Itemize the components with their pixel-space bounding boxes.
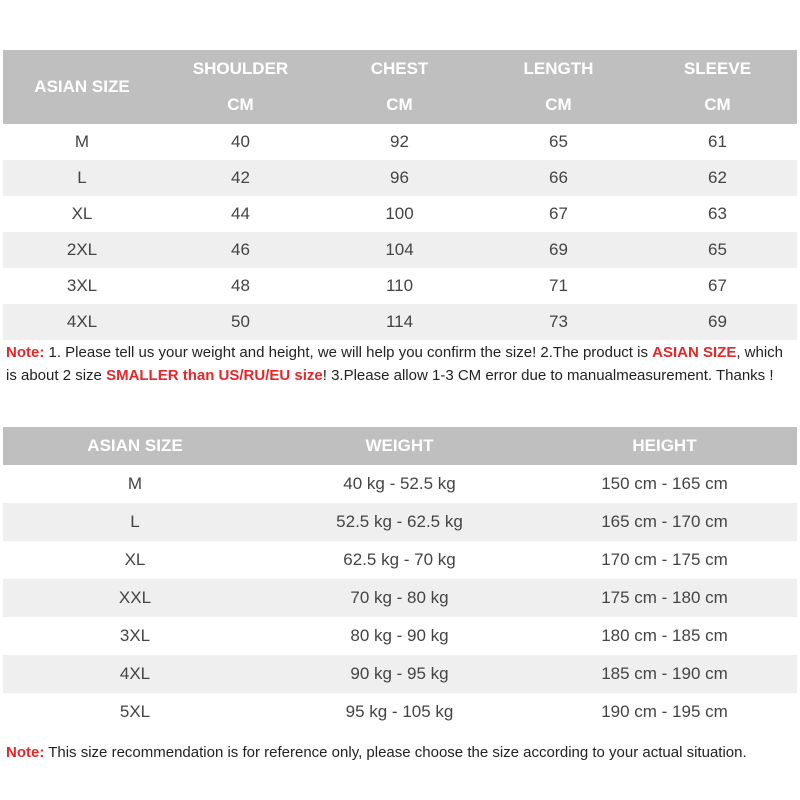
header-sleeve-label: SLEEVE bbox=[683, 59, 752, 78]
cell-chest: 96 bbox=[390, 168, 409, 187]
table-row bbox=[3, 541, 797, 579]
cell-sleeve: 67 bbox=[708, 276, 727, 295]
table-row bbox=[3, 268, 797, 304]
cell-size: 3XL bbox=[66, 276, 98, 295]
cell-size: XXL bbox=[118, 588, 152, 607]
cell-height: 170 cm - 175 cm bbox=[601, 550, 728, 569]
cell-length: 71 bbox=[549, 276, 568, 295]
header-weight: WEIGHT bbox=[365, 436, 434, 455]
cell-size: M bbox=[127, 474, 143, 493]
recommendation-note bbox=[6, 741, 796, 764]
header-chest-label: CHEST bbox=[370, 59, 429, 78]
table-row bbox=[3, 196, 797, 232]
cell-length: 73 bbox=[549, 312, 568, 331]
table-row bbox=[3, 693, 797, 731]
header-length-unit: CM bbox=[545, 95, 572, 114]
header-chest-unit: CM bbox=[386, 95, 413, 114]
cell-size: M bbox=[74, 132, 90, 151]
table-row bbox=[3, 579, 797, 617]
cell-weight: 62.5 kg - 70 kg bbox=[343, 550, 456, 569]
note-highlight-asian-size: ASIAN SIZE bbox=[652, 344, 737, 361]
header-sleeve bbox=[638, 50, 797, 124]
cell-chest: 100 bbox=[385, 204, 414, 223]
header-shoulder bbox=[161, 50, 320, 124]
table-row bbox=[3, 503, 797, 541]
header-length bbox=[479, 50, 638, 124]
table-row bbox=[3, 617, 797, 655]
cell-shoulder: 46 bbox=[231, 240, 250, 259]
cell-shoulder: 40 bbox=[231, 132, 250, 151]
cell-shoulder: 44 bbox=[231, 204, 250, 223]
cell-size: 3XL bbox=[119, 626, 151, 645]
table-row bbox=[3, 124, 797, 160]
cell-length: 65 bbox=[549, 132, 568, 151]
cell-length: 67 bbox=[549, 204, 568, 223]
cell-size: 5XL bbox=[119, 702, 151, 721]
note-label: Note: bbox=[6, 744, 45, 761]
header-height: HEIGHT bbox=[632, 436, 697, 455]
note-text: , which is about 2 size bbox=[6, 344, 784, 384]
note-text: This size recommendation is for reference only, please choose the size according to your actual situation. bbox=[44, 744, 747, 761]
note-highlight-smaller: SMALLER than US/RU/EU size bbox=[106, 367, 323, 384]
cell-length: 69 bbox=[549, 240, 568, 259]
size-note bbox=[6, 341, 796, 387]
cell-height: 175 cm - 180 cm bbox=[601, 588, 728, 607]
recommend-table-header bbox=[3, 427, 797, 465]
header-asian-size: ASIAN SIZE bbox=[34, 77, 130, 96]
header-asian-size: ASIAN SIZE bbox=[87, 436, 183, 455]
header-shoulder-label: SHOULDER bbox=[192, 59, 289, 78]
cell-size: L bbox=[77, 168, 87, 187]
size-table-header bbox=[3, 50, 797, 124]
cell-weight: 90 kg - 95 kg bbox=[350, 664, 449, 683]
cell-height: 165 cm - 170 cm bbox=[601, 512, 728, 531]
cell-weight: 70 kg - 80 kg bbox=[350, 588, 449, 607]
cell-chest: 104 bbox=[385, 240, 414, 259]
header-shoulder-unit: CM bbox=[227, 95, 254, 114]
cell-shoulder: 42 bbox=[231, 168, 250, 187]
cell-size: 2XL bbox=[66, 240, 98, 259]
table-row bbox=[3, 655, 797, 693]
cell-length: 66 bbox=[549, 168, 568, 187]
cell-height: 185 cm - 190 cm bbox=[601, 664, 728, 683]
cell-shoulder: 50 bbox=[231, 312, 250, 331]
cell-sleeve: 65 bbox=[708, 240, 727, 259]
note-text: ! 3.Please allow 1-3 CM error due to manualmeasurement. Thanks ! bbox=[322, 367, 774, 384]
header-sleeve-unit: CM bbox=[704, 95, 731, 114]
cell-sleeve: 69 bbox=[708, 312, 727, 331]
size-measurement-table bbox=[3, 50, 797, 340]
table-row bbox=[3, 232, 797, 268]
header-length-label: LENGTH bbox=[523, 59, 594, 78]
cell-height: 190 cm - 195 cm bbox=[601, 702, 728, 721]
note-text: 1. Please tell us your weight and height, we will help you confirm the size! 2.The product is bbox=[44, 344, 653, 361]
cell-weight: 52.5 kg - 62.5 kg bbox=[336, 512, 463, 531]
cell-size: 4XL bbox=[66, 312, 98, 331]
cell-size: 4XL bbox=[119, 664, 151, 683]
table-row bbox=[3, 304, 797, 340]
cell-sleeve: 61 bbox=[708, 132, 727, 151]
cell-chest: 110 bbox=[385, 276, 414, 295]
cell-weight: 95 kg - 105 kg bbox=[345, 702, 454, 721]
cell-sleeve: 62 bbox=[708, 168, 727, 187]
cell-chest: 92 bbox=[390, 132, 409, 151]
cell-shoulder: 48 bbox=[231, 276, 250, 295]
cell-size: XL bbox=[124, 550, 146, 569]
header-chest bbox=[320, 50, 479, 124]
cell-chest: 114 bbox=[385, 312, 414, 331]
note-label: Note: bbox=[6, 344, 45, 361]
cell-size: XL bbox=[71, 204, 93, 223]
cell-height: 150 cm - 165 cm bbox=[601, 474, 728, 493]
cell-sleeve: 63 bbox=[708, 204, 727, 223]
cell-weight: 40 kg - 52.5 kg bbox=[343, 474, 456, 493]
table-row bbox=[3, 465, 797, 503]
cell-size: L bbox=[130, 512, 140, 531]
size-recommendation-table bbox=[3, 427, 797, 731]
cell-weight: 80 kg - 90 kg bbox=[350, 626, 449, 645]
cell-height: 180 cm - 185 cm bbox=[601, 626, 728, 645]
table-row bbox=[3, 160, 797, 196]
